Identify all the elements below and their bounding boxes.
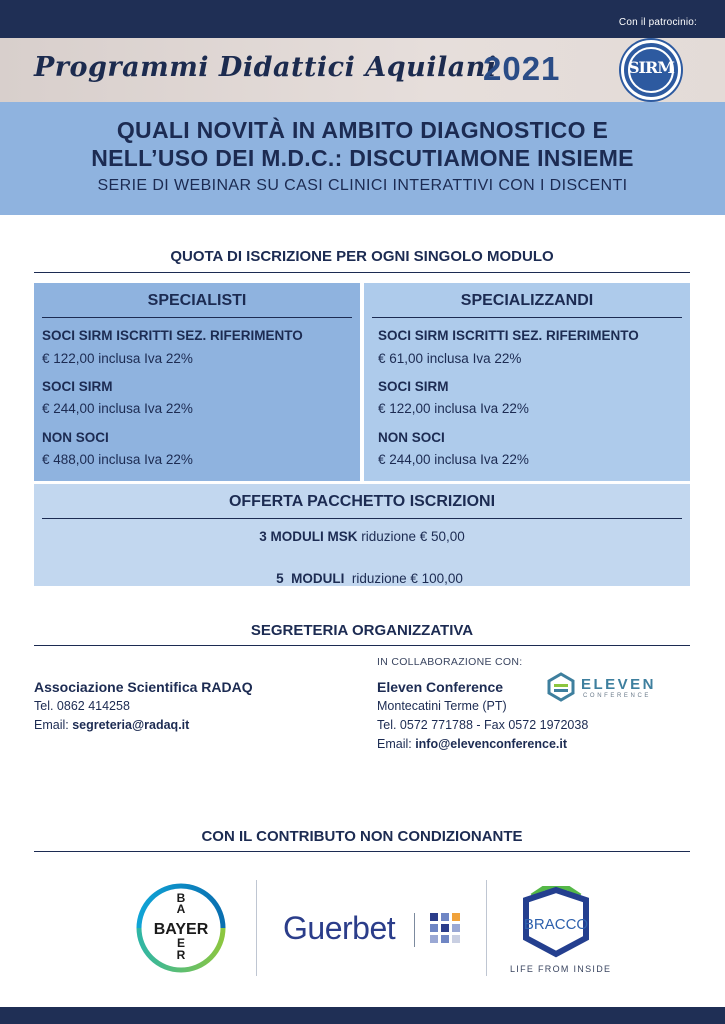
radaq-tel: Tel. 0862 414258: [34, 699, 130, 713]
sponsor-divider: [256, 880, 257, 976]
sponsors-title: CON IL CONTRIBUTO NON CONDIZIONANTE: [201, 828, 523, 845]
secretariat-title-rule: [34, 645, 690, 646]
radaq-email-line: [34, 718, 189, 732]
event-title-line-2: NELL’USO DEI M.D.C.: DISCUTIAMONE INSIEME: [91, 145, 634, 171]
svg-text:B: B: [176, 891, 186, 905]
specializzandi-box: [364, 283, 690, 481]
offer-line-1-bold: 3 MODULI MSK: [259, 529, 358, 544]
event-title-line-1: QUALI NOVITÀ IN AMBITO DIAGNOSTICO E: [116, 117, 609, 143]
eleven-logo: [547, 672, 677, 706]
fee-value: € 61,00 inclusa Iva 22%: [378, 351, 522, 366]
secretariat-title: SEGRETERIA ORGANIZZATIVA: [250, 622, 474, 639]
event-subtitle: SERIE DI WEBINAR SU CASI CLINICI INTERATTIVI CON I DISCENTI: [97, 177, 628, 194]
fee-label: SOCI SIRM: [378, 379, 449, 394]
svg-text:R: R: [176, 948, 186, 962]
eleven-name: Eleven Conference: [377, 679, 504, 695]
radaq-email-label: Email:: [34, 718, 73, 732]
fees-title: QUOTA DI ISCRIZIONE PER OGNI SINGOLO MODULO: [170, 248, 554, 265]
guerbet-grid-icon: [430, 913, 460, 943]
eleven-logo-small: CONFERENCE: [583, 693, 652, 699]
offer-line-2-bold: 5 MODULI: [276, 571, 345, 586]
bracco-logo-text: BRACCO: [523, 916, 589, 933]
collab-label: IN COLLABORAZIONE CON:: [377, 656, 523, 668]
offer-heading-rule: [42, 518, 682, 519]
event-banner: [0, 102, 725, 215]
bayer-logo-text: BAYER: [153, 921, 209, 938]
offer-line-2: [34, 556, 690, 601]
fee-value: € 244,00 inclusa Iva 22%: [378, 452, 529, 467]
guerbet-logo-text: Guerbet: [283, 910, 396, 946]
radaq-email-link[interactable]: segreteria@radaq.it: [72, 718, 190, 732]
fee-value: € 244,00 inclusa Iva 22%: [42, 401, 193, 416]
guerbet-separator: [414, 913, 415, 947]
patrocinio-label: Con il patrocinio:: [618, 17, 697, 28]
eleven-email-link[interactable]: info@elevenconference.it: [415, 737, 568, 751]
sponsors-title-rule: [34, 851, 690, 852]
eleven-email-line: [377, 737, 567, 751]
specialisti-heading-rule: [42, 317, 352, 318]
fee-value: € 122,00 inclusa Iva 22%: [378, 401, 529, 416]
sirm-logo: [621, 40, 681, 100]
bracco-tagline: LIFE FROM INSIDE: [510, 964, 612, 974]
bayer-logo: [133, 880, 229, 976]
top-bar: [0, 0, 725, 38]
sirm-logo-letters: SIRM: [627, 58, 675, 77]
offer-line-2-text: riduzione € 100,00: [344, 571, 463, 586]
program-year: 2021: [483, 50, 561, 87]
offer-heading: OFFERTA PACCHETTO ISCRIZIONI: [228, 493, 496, 510]
eleven-email-label: Email:: [377, 737, 416, 751]
radaq-name: Associazione Scientifica RADAQ: [34, 679, 253, 695]
fee-label: SOCI SIRM ISCRITTI SEZ. RIFERIMENTO: [378, 328, 639, 343]
fee-value: € 488,00 inclusa Iva 22%: [42, 452, 193, 467]
event-title: [0, 116, 725, 172]
eleven-tel: Tel. 0572 771788 - Fax 0572 1972038: [377, 718, 589, 732]
offer-line-1: [34, 529, 690, 544]
fee-label: SOCI SIRM: [42, 379, 113, 394]
fee-label: NON SOCI: [42, 430, 109, 445]
fees-title-rule: [34, 272, 690, 273]
eleven-city: Montecatini Terme (PT): [377, 699, 507, 713]
svg-text:E: E: [176, 936, 186, 950]
specializzandi-heading: SPECIALIZZANDI: [460, 292, 594, 309]
specializzandi-heading-rule: [372, 317, 682, 318]
fee-label: NON SOCI: [378, 430, 445, 445]
specialisti-box: [34, 283, 360, 481]
sponsor-divider: [486, 880, 487, 976]
offer-box: [34, 484, 690, 586]
svg-text:A: A: [176, 902, 186, 916]
offer-line-1-text: riduzione € 50,00: [357, 529, 465, 544]
fee-label: SOCI SIRM ISCRITTI SEZ. RIFERIMENTO: [42, 328, 303, 343]
eleven-mark-icon: [547, 672, 575, 702]
program-title: Programmi Didattici Aquilani: [34, 52, 497, 83]
specialisti-heading: SPECIALISTI: [147, 292, 247, 309]
bracco-logo: [508, 886, 604, 958]
eleven-logo-word: ELEVEN: [581, 676, 657, 693]
bottom-bar: [0, 1007, 725, 1024]
fee-value: € 122,00 inclusa Iva 22%: [42, 351, 193, 366]
